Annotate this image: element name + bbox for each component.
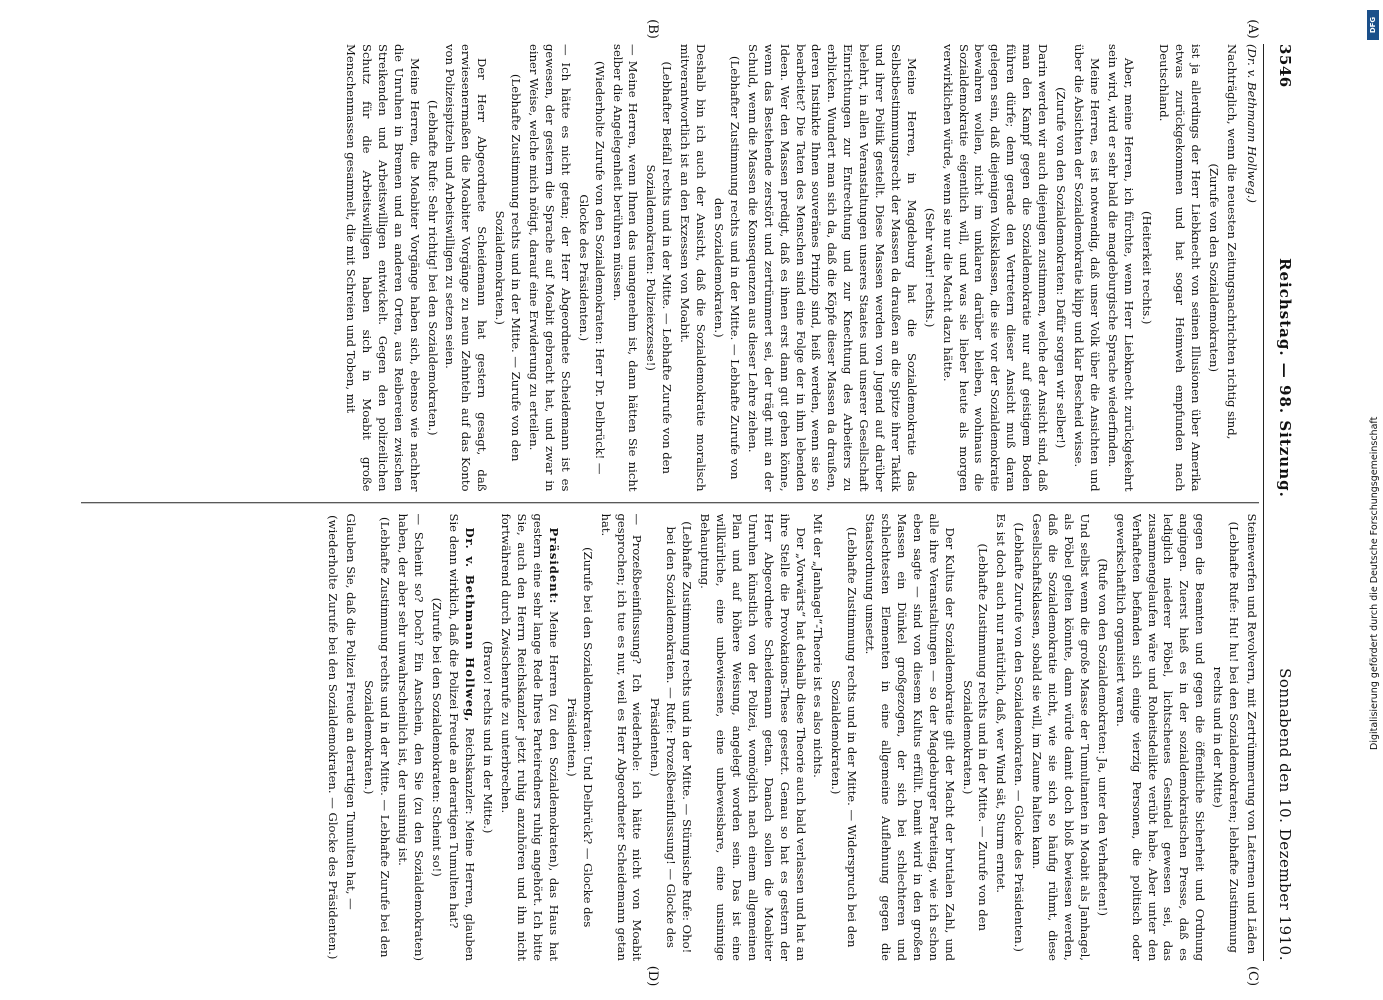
header-title: Reichstag. — 98. Sitzung.	[1276, 258, 1294, 498]
interjection: (Sehr wahr! rechts.)	[922, 208, 937, 328]
interjection: (Lebhafte Zustimmung rechts und in der Mitte. — Zurufe von den Sozialdemokraten.)	[960, 543, 991, 932]
paragraph: Es ist doch auch nur natürlich, daß, wer Wind sät, Sturm erntet.	[994, 513, 1009, 893]
interjection: (Rufe von den Sozialdemokraten: Ja, unter den Verhafteten!)	[1095, 558, 1110, 916]
page-header	[1263, 44, 1294, 961]
header-date: Sonnabend den 10. Dezember 1910.	[1276, 668, 1294, 961]
dfg-logo: DFG	[1367, 10, 1379, 40]
paragraph: Und selbst wenn die große Masse der Tumultanten in Moabit als Janhagel, als Pöbel gelten könnte, dann würde damit doch bloß bewiesen werden, daß die Sozialdemokratie nicht, wie sie sich so häufig rühmt, diese Gesellschaftsklassen, sobald sie will, im Zaume halten kann.	[1030, 513, 1092, 961]
paragraph: Darin werden wir auch diejenigen zustimmen, welche der Ansicht sind, daß man den Kampf gegen die Sozialdemokratie nur auf geistigem Boden führen dürfe; denn gerade den Vertretern dieser Ansicht muß daran gelegen sein, daß diejenigen Volksklassen, die sie vor der Sozialdemokratie bewahren wollen, nicht im unklaren darüber bleiben, wohinaus die Sozialdemokratie eigentlich will, und was sie lieber heute als morgen verwirklichen würde, wenn sie nur die Macht dazu hätte.	[940, 44, 1051, 492]
interjection: (Lebhafte Rufe: Sehr richtig! bei den Sozialdemokraten.)	[425, 99, 440, 436]
interjection: (Zurufe von den Sozialdemokraten)	[1207, 163, 1222, 373]
text-columns	[69, 44, 1259, 961]
interjection: (Zurufe bei den Sozialdemokraten: Und Delbrück? — Glocke des Präsidenten.)	[564, 547, 595, 928]
interjection: (Lebhafte Zustimmung rechts und in der Mitte. — Lebhafte Zurufe bei den Sozialdemokraten.)	[361, 517, 392, 958]
paragraph: — Ich hätte es nicht getan; der Herr Abgeordnete Scheidemann ist es gewesen, der gestern die Sprache auf Moabit gebracht hat, und zwar in einer Weise, welche mich nötigt, darauf eine Erwiderung zu erteilen.	[527, 44, 573, 492]
interjection: (Lebhafte Zustimmung rechts und in der Mitte. — Zurufe von den Sozialdemokraten.)	[493, 73, 524, 462]
right-column	[69, 514, 1259, 962]
speaker-intro: (Dr. v. Bethmann Hollweg.)	[1245, 44, 1259, 203]
paragraph: Der Herr Abgeordnete Scheidemann hat gestern gesagt, daß erwiesenermaßen die Moabiter Vorgänge zu neun Zehnteln auf das Konto von Polizeispitzeln und Arbeitswilligen zu setzen seien.	[443, 44, 490, 492]
interjection: (Bravo! rechts und in der Mitte.)	[481, 641, 496, 834]
paragraph: gegen die Beamten und gegen die öffentliche Sicherheit und Ordnung angingen. Zuerst hieß es in der sozialdemokratischen Presse, daß es lediglich niederer Pöbel, lichtscheues Gesindel gewesen sei, das zusammengelaufen wäre und Roheitsdelikte verübt habe. Aber unter den Verhafteten befanden sich einige vierzig Personen, die politisch oder gewerkschaftlich organisiert waren.	[1113, 513, 1208, 961]
document-page	[60, 19, 1300, 987]
margin-letter-c: (C)	[1245, 965, 1260, 987]
paragraph: Meine Herren, in Magdeburg hat die Sozialdemokratie das Selbstbestimmungsrecht der Massen da draußen an die Spitze ihrer Taktik und ihrer Politik gestellt. Diese Massen werden von Jugend auf darüber belehrt, in allen Veranstaltungen unseres Staates und unserer Gesellschaft Einrichtungen zur Entrechtung und zur Knechtung des Arbeiters zu erblicken. Wundert man sich da, daß die Köpfe dieser Massen da draußen, deren Instinkte Ihnen souveränes Prinzip sind, heiß werden, wenn sie so bearbeitet? Die Taten des Menschen sind eine Folge der in ihm lebenden Ideen. Wer den Massen predigt, daß es ihnen erst dann gut gehen könne, wenn das Bestehende zerstört und zertrümmert sei, der trägt mit an der Schuld, wenn die Massen die Konsequenzen aus dieser Lehre ziehen.	[745, 44, 919, 492]
speaker-name: Präsident:	[546, 527, 561, 605]
paragraph: Präsident: Meine Herren (zu den Sozialdemokraten), das Haus hat gestern eine sehr lange Rede Ihres Parteiredners ruhig angehört. Ich bitte Sie, auch den Herrn Reichskanzler jetzt ruhig anzuhören und ihn nicht fortwährend durch Zwischenrufe zu unterbrechen.	[499, 513, 561, 961]
paragraph: Meine Herren, die Moabiter Vorgänge haben sich, ebenso wie nachher die Unruhen in Bremen und an anderen Orten, aus Reibereien zwischen Streikenden und Arbeitswilligen entwickelt. Gegen den polizeilichen Schutz für die Arbeitswilligen haben sich in Moabit große Menschenmassen gesammelt, die mit Schreien und Toben, mit	[344, 44, 422, 492]
paragraph: — Meine Herren, wenn Ihnen das unangenehm ist, dann hätten Sie nicht selber die Angelegenheit berühren müssen.	[610, 44, 641, 492]
interjection: (Wiederholte Zurufe von den Sozialdemokraten: Herr Dr. Delbrück! — Glocke des Präsidenten.)	[576, 60, 607, 475]
margin-letter-a: (A)	[1245, 19, 1260, 39]
interjection: (Lebhafte Zurufe von den Sozialdemokraten. — Glocke des Präsidenten.)	[1012, 522, 1027, 952]
paragraph: Der Kultus der Sozialdemokratie gilt der Macht der brutalen Zahl, und alle ihre Veranstaltungen — so der Magdeburger Parteitag, wie ich schon eben sagte — sind von diesem Kultus erfüllt. Damit wird in den großen Massen ein Dünkel großgezogen, der sich bei schlechteren und schlechtesten Elementen in eine allgemeine Auflehnung gegen die Staatsordnung umsetzt.	[863, 513, 957, 961]
paragraph: Glauben Sie, daß die Polizei Freude an derartigen Tumulten hat, —	[344, 513, 359, 910]
interjection: (Lebhafte Zustimmung rechts und in der Mitte. — Stürmische Rufe: Oho! bei den Sozialdemokraten. — Rufe: Prozeßbeeinflussung! — Glocke des Präsidenten.)	[648, 521, 695, 954]
left-column	[69, 44, 1259, 492]
paragraph: Dr. v. Bethmann Hollweg, Reichskanzler: Meine Herren, glauben Sie denn wirklich, daß die Polizei Freude an derartigen Tumulten hat?	[447, 513, 478, 961]
paragraph: Meine Herren, es ist notwendig, daß unser Volk über die Ansichten und über die Absichten der Sozialdemokratie klipp und klar Bescheid wisse.	[1071, 44, 1102, 492]
column-divider	[81, 502, 1259, 504]
paragraph: Der „Vorwärts“ hat deshalb diese Theorie auch bald verlassen und hat an ihre Stelle die Provokations-These gesetzt. Genau so hat es gestern der Herr Abgeordnete Scheidemann getan. Danach sollen die Moabiter Unruhen künstlich von der Polizei, womöglich nach einem allgemeinen Plan und auf höhere Weisung, angelegt worden sein. Das ist eine willkürliche, eine unbewiesene, eine unbeweisbare, eine unsinnige Behauptung.	[698, 513, 808, 961]
interjection: (Lebhafte Zustimmung rechts und in der Mitte. — Widerspruch bei den Sozialdemokraten.)	[829, 527, 860, 948]
interjection: (wiederholte Zurufe bei den Sozialdemokraten. — Glocke des Präsidenten.)	[326, 515, 341, 960]
paragraph: Aber, meine Herren, ich fürchte, wenn Herr Liebknecht zurückgekehrt sein wird, wird er sehr bald die magdeburgische Sprache wiederfinden.	[1105, 44, 1136, 492]
paragraph: Deshalb bin ich auch der Ansicht, daß die Sozialdemokratie moralisch mitverantwortlich ist an den Exzessen von Moabit.	[678, 44, 709, 492]
paragraph: — Scheint so? Doch? Ein Anschein, den Sie (zu den Sozialdemokraten) haben, der aber sehr unwahrscheinlich ist, der unsinnig ist.	[395, 513, 426, 961]
page-number: 3546	[1276, 44, 1294, 88]
margin-letter-b: (B)	[645, 19, 660, 39]
interjection: (Lebhafter Beifall rechts und in der Mitte. — Lebhafte Zurufe von den Sozialdemokraten: Polizeiexzesse!)	[644, 61, 675, 474]
paragraph: ist ja allerdings der Herr Liebknecht von seinen Illusionen über Amerika etwas zurückgekommen und hat sogar Heimweh empfunden nach Deutschland.	[1157, 44, 1204, 492]
interjection: (Zurufe von den Sozialdemokraten: Dafür sorgen wir selber!)	[1054, 87, 1069, 449]
interjection: (Lebhafte Rufe: Hu! hu! bei den Sozialdemokraten; lebhafte Zustimmung rechts und in der Mitte)	[1211, 521, 1242, 953]
interjection: (Heiterkeit rechts.)	[1139, 211, 1154, 325]
interjection: (Lebhafter Zustimmung rechts und in der Mitte. — Lebhafte Zurufe von den Sozialdemokraten.)	[712, 56, 742, 480]
paragraph: Nachträglich, wenn die neuesten Zeitungsnachrichten richtig sind,	[1225, 44, 1240, 440]
paragraph: Steinewerfen und Revolvern, mit Zertrümmerung von Laternen und Läden	[1245, 513, 1259, 955]
interjection: (Zurufe bei den Sozialdemokraten: Scheint so!)	[429, 597, 444, 877]
digitization-note: Digitalisierung gefördert durch die Deutsche Forschungsgemeinschaft	[1369, 416, 1380, 750]
margin-letter-d: (D)	[645, 965, 660, 987]
paragraph: Mit der „Janhagel“-Theorie ist es also nichts.	[811, 513, 826, 778]
speaker-name: Dr. v. Bethmann Hollweg,	[463, 527, 478, 723]
paragraph: — Prozeßbeeinflussung? Ich wiederhole: ich hätte nicht von Moabit gesprochen; ich tue es nur, weil es Herr Abgeordneter Scheidemann getan hat.	[598, 513, 645, 961]
